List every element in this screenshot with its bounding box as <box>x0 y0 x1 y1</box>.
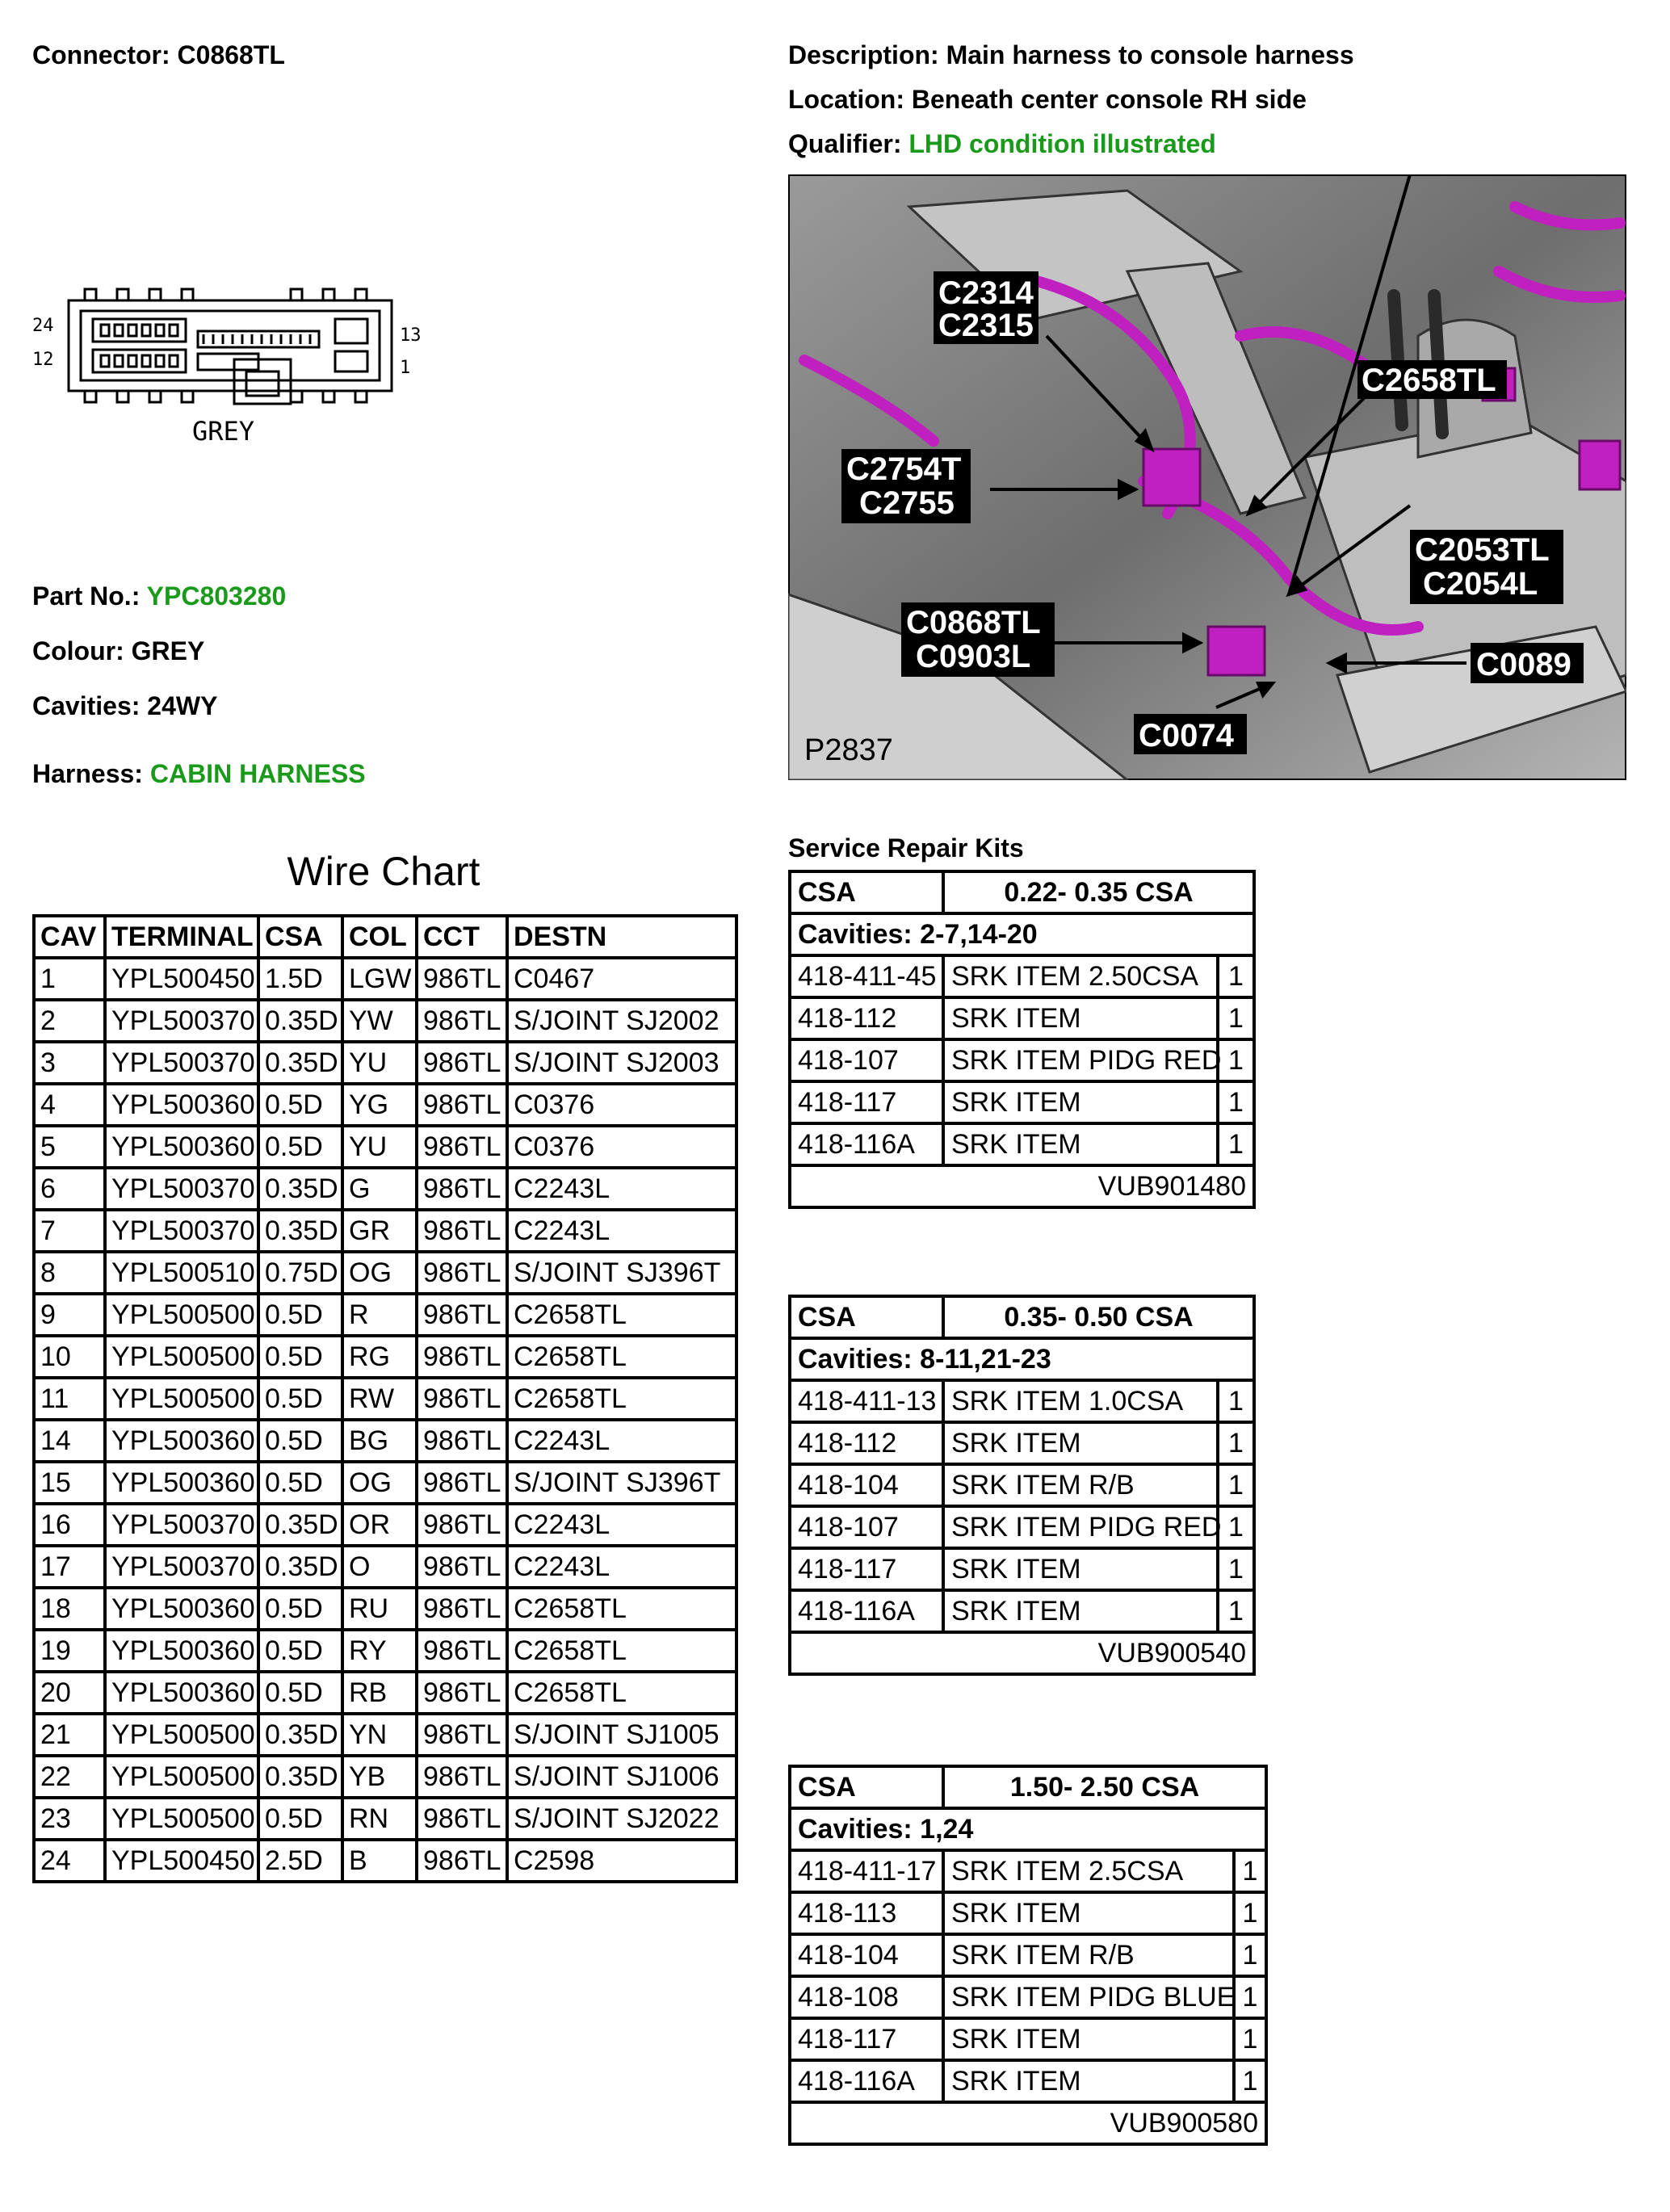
table-row <box>34 1462 736 1504</box>
location-line <box>788 85 1307 115</box>
srk-item-qty: 1 <box>1234 1934 1266 1976</box>
srk-item-row <box>790 1380 1254 1422</box>
cell-destn: C2243L <box>507 1210 736 1252</box>
srk-item-qty: 1 <box>1218 955 1254 997</box>
cell-cct: 986TL <box>417 1294 507 1336</box>
srk-item-qty: 1 <box>1218 1464 1254 1506</box>
srk-item-desc: SRK ITEM 2.5CSA <box>943 1850 1234 1892</box>
cell-cav: 8 <box>34 1252 105 1294</box>
cell-col: YG <box>342 1084 417 1126</box>
cell-terminal: YPL500360 <box>105 1630 258 1672</box>
cell-terminal: YPL500360 <box>105 1462 258 1504</box>
srk-item-qty: 1 <box>1218 1123 1254 1165</box>
cell-terminal: YPL500360 <box>105 1084 258 1126</box>
srk-kit-no: VUB901480 <box>790 1165 1254 1207</box>
cell-cav: 6 <box>34 1168 105 1210</box>
cell-cav: 10 <box>34 1336 105 1378</box>
table-row <box>34 1294 736 1336</box>
cell-col: OG <box>342 1252 417 1294</box>
harness-line <box>32 759 366 789</box>
srk-item-desc: SRK ITEM R/B <box>943 1464 1218 1506</box>
cell-cct: 986TL <box>417 1756 507 1798</box>
srk-part-no: 418-116A <box>790 2060 943 2102</box>
cell-terminal: YPL500500 <box>105 1378 258 1420</box>
srk-part-no: 418-112 <box>790 1422 943 1464</box>
srk-item-qty: 1 <box>1218 1081 1254 1123</box>
cell-terminal: YPL500370 <box>105 1000 258 1042</box>
srk-item-qty: 1 <box>1218 1548 1254 1590</box>
colour-value: GREY <box>131 636 205 665</box>
srk-part-no: 418-117 <box>790 1548 943 1590</box>
srk-title: Service Repair Kits <box>788 833 1024 863</box>
srk-part-no: 418-411-17 <box>790 1850 943 1892</box>
cell-cct: 986TL <box>417 1798 507 1840</box>
table-row <box>34 1588 736 1630</box>
cell-terminal: YPL500360 <box>105 1672 258 1714</box>
wire-chart-title: Wire Chart <box>287 849 480 894</box>
part-no-label: Part No.: <box>32 581 141 611</box>
cell-destn: C2243L <box>507 1420 736 1462</box>
srk-item-row <box>790 2018 1266 2060</box>
srk-part-no: 418-116A <box>790 1590 943 1632</box>
description-label: Description: <box>788 40 939 69</box>
col-header-cct: CCT <box>417 916 507 958</box>
table-row <box>34 1042 736 1084</box>
connector-label: Connector: <box>32 40 170 69</box>
srk-csa-range: 0.22- 0.35 CSA <box>943 871 1254 913</box>
srk-csa-label: CSA <box>790 1766 943 1808</box>
srk-cavities: Cavities: 8-11,21-23 <box>790 1338 1254 1380</box>
srk-item-qty: 1 <box>1234 2018 1266 2060</box>
srk-item-row <box>790 1464 1254 1506</box>
cell-destn: S/JOINT SJ1006 <box>507 1756 736 1798</box>
cell-csa: 0.5D <box>258 1630 342 1672</box>
cell-csa: 0.35D <box>258 1756 342 1798</box>
cell-csa: 0.5D <box>258 1672 342 1714</box>
cell-col: G <box>342 1168 417 1210</box>
srk-item-desc: SRK ITEM <box>943 1081 1218 1123</box>
cell-csa: 0.5D <box>258 1336 342 1378</box>
cell-col: BG <box>342 1420 417 1462</box>
srk-kit-row <box>790 1632 1254 1674</box>
cell-col: YU <box>342 1042 417 1084</box>
srk-item-row <box>790 1422 1254 1464</box>
srk-table-0 <box>788 870 1256 1209</box>
srk-part-no: 418-104 <box>790 1934 943 1976</box>
cell-terminal: YPL500500 <box>105 1798 258 1840</box>
col-header-terminal: TERMINAL <box>105 916 258 958</box>
cell-cct: 986TL <box>417 1168 507 1210</box>
cell-csa: 0.35D <box>258 1000 342 1042</box>
srk-part-no: 418-107 <box>790 1039 943 1081</box>
srk-kit-row <box>790 1165 1254 1207</box>
cell-csa: 2.5D <box>258 1840 342 1882</box>
cell-col: YU <box>342 1126 417 1168</box>
part-no-value: YPC803280 <box>146 581 287 611</box>
cell-destn: C2658TL <box>507 1378 736 1420</box>
cell-csa: 0.75D <box>258 1252 342 1294</box>
cell-destn: C2658TL <box>507 1630 736 1672</box>
description-text: Main harness to console harness <box>946 40 1354 69</box>
srk-part-no: 418-104 <box>790 1464 943 1506</box>
cell-destn: S/JOINT SJ2003 <box>507 1042 736 1084</box>
colour-line <box>32 636 204 666</box>
srk-cavities-row <box>790 913 1254 955</box>
srk-item-row <box>790 1976 1266 2018</box>
srk-part-no: 418-107 <box>790 1506 943 1548</box>
cell-col: RN <box>342 1798 417 1840</box>
cell-cav: 22 <box>34 1756 105 1798</box>
cell-cav: 9 <box>34 1294 105 1336</box>
colour-label: Colour: <box>32 636 124 665</box>
table-row <box>34 1126 736 1168</box>
srk-item-qty: 1 <box>1234 1850 1266 1892</box>
cavities-label: Cavities: <box>32 691 141 720</box>
srk-item-desc: SRK ITEM 1.0CSA <box>943 1380 1218 1422</box>
callout-c2315: C2315 <box>938 308 1034 343</box>
srk-item-desc: SRK ITEM <box>943 997 1218 1039</box>
srk-item-desc: SRK ITEM <box>943 1892 1234 1934</box>
cell-col: O <box>342 1546 417 1588</box>
table-row <box>34 1168 736 1210</box>
cell-cav: 21 <box>34 1714 105 1756</box>
srk-table-1 <box>788 1295 1256 1676</box>
cell-terminal: YPL500510 <box>105 1252 258 1294</box>
callout-c0868tl: C0868TL <box>906 605 1041 640</box>
cell-csa: 0.5D <box>258 1294 342 1336</box>
qualifier-text: LHD condition illustrated <box>908 129 1216 158</box>
srk-item-qty: 1 <box>1218 997 1254 1039</box>
cell-csa: 0.5D <box>258 1126 342 1168</box>
srk-item-row <box>790 1123 1254 1165</box>
cell-cav: 17 <box>34 1546 105 1588</box>
cell-col: YW <box>342 1000 417 1042</box>
cell-cct: 986TL <box>417 1504 507 1546</box>
table-row <box>34 1210 736 1252</box>
cell-csa: 0.5D <box>258 1420 342 1462</box>
srk-header-row <box>790 1766 1266 1808</box>
wire-chart-header-row <box>34 916 736 958</box>
srk-item-row <box>790 955 1254 997</box>
table-row <box>34 1420 736 1462</box>
srk-item-qty: 1 <box>1218 1422 1254 1464</box>
cell-col: RW <box>342 1378 417 1420</box>
cell-cct: 986TL <box>417 1000 507 1042</box>
callout-c2053tl: C2053TL <box>1415 532 1550 568</box>
cell-terminal: YPL500500 <box>105 1294 258 1336</box>
srk-item-desc: SRK ITEM PIDG BLUE <box>943 1976 1234 2018</box>
cell-cav: 7 <box>34 1210 105 1252</box>
srk-item-desc: SRK ITEM <box>943 1422 1218 1464</box>
cell-cct: 986TL <box>417 1378 507 1420</box>
cell-cav: 15 <box>34 1462 105 1504</box>
srk-item-row <box>790 1850 1266 1892</box>
qualifier-line <box>788 129 1216 159</box>
cell-cct: 986TL <box>417 1630 507 1672</box>
srk-item-desc: SRK ITEM PIDG RED <box>943 1039 1218 1081</box>
table-row <box>34 1840 736 1882</box>
srk-cavities: Cavities: 1,24 <box>790 1808 1266 1850</box>
cell-destn: S/JOINT SJ396T <box>507 1462 736 1504</box>
table-row <box>34 1336 736 1378</box>
cell-terminal: YPL500370 <box>105 1546 258 1588</box>
srk-kit-no: VUB900580 <box>790 2102 1266 2144</box>
cell-terminal: YPL500450 <box>105 1840 258 1882</box>
cell-cav: 3 <box>34 1042 105 1084</box>
cell-cav: 23 <box>34 1798 105 1840</box>
srk-item-desc: SRK ITEM <box>943 1548 1218 1590</box>
cell-terminal: YPL500500 <box>105 1336 258 1378</box>
srk-kit-no: VUB900540 <box>790 1632 1254 1674</box>
srk-item-desc: SRK ITEM <box>943 1590 1218 1632</box>
cell-destn: C0376 <box>507 1126 736 1168</box>
pin-label-13: 13 <box>400 325 422 346</box>
cell-destn: C2658TL <box>507 1336 736 1378</box>
cell-cav: 1 <box>34 958 105 1000</box>
cell-cav: 14 <box>34 1420 105 1462</box>
table-row <box>34 1672 736 1714</box>
cell-col: B <box>342 1840 417 1882</box>
cell-csa: 0.35D <box>258 1042 342 1084</box>
cell-csa: 1.5D <box>258 958 342 1000</box>
connector-id: C0868TL <box>177 40 285 69</box>
cell-destn: C0467 <box>507 958 736 1000</box>
qualifier-label: Qualifier: <box>788 129 902 158</box>
cell-cct: 986TL <box>417 1336 507 1378</box>
srk-item-qty: 1 <box>1218 1590 1254 1632</box>
cavities-line <box>32 691 217 721</box>
cell-destn: C2243L <box>507 1546 736 1588</box>
srk-csa-label: CSA <box>790 1296 943 1338</box>
cell-csa: 0.35D <box>258 1168 342 1210</box>
cell-terminal: YPL500360 <box>105 1126 258 1168</box>
srk-part-no: 418-117 <box>790 1081 943 1123</box>
table-row <box>34 1714 736 1756</box>
cell-destn: C2598 <box>507 1840 736 1882</box>
description-line <box>788 40 1354 70</box>
cell-csa: 0.5D <box>258 1798 342 1840</box>
connector-line <box>32 40 285 70</box>
cell-terminal: YPL500370 <box>105 1504 258 1546</box>
table-row <box>34 1252 736 1294</box>
col-header-destn: DESTN <box>507 916 736 958</box>
cell-destn: S/JOINT SJ396T <box>507 1252 736 1294</box>
cell-cav: 11 <box>34 1378 105 1420</box>
wire-chart-table <box>32 914 738 1883</box>
srk-cavities: Cavities: 2-7,14-20 <box>790 913 1254 955</box>
cell-cct: 986TL <box>417 1840 507 1882</box>
callout-c0089: C0089 <box>1476 647 1571 682</box>
cell-cav: 20 <box>34 1672 105 1714</box>
srk-item-desc: SRK ITEM <box>943 2060 1234 2102</box>
cell-csa: 0.35D <box>258 1714 342 1756</box>
cell-terminal: YPL500370 <box>105 1210 258 1252</box>
cell-destn: S/JOINT SJ2002 <box>507 1000 736 1042</box>
cell-terminal: YPL500360 <box>105 1588 258 1630</box>
srk-part-no: 418-112 <box>790 997 943 1039</box>
srk-item-row <box>790 997 1254 1039</box>
srk-item-row <box>790 1934 1266 1976</box>
cell-csa: 0.35D <box>258 1504 342 1546</box>
cell-cct: 986TL <box>417 1210 507 1252</box>
srk-item-qty: 1 <box>1234 1892 1266 1934</box>
srk-item-row <box>790 1590 1254 1632</box>
callout-c2754t: C2754T <box>846 451 962 487</box>
cell-cav: 16 <box>34 1504 105 1546</box>
cell-col: OG <box>342 1462 417 1504</box>
srk-item-qty: 1 <box>1234 2060 1266 2102</box>
cell-destn: C2658TL <box>507 1588 736 1630</box>
cell-destn: C2658TL <box>507 1294 736 1336</box>
cell-col: RY <box>342 1630 417 1672</box>
table-row <box>34 1798 736 1840</box>
location-photo <box>788 174 1626 780</box>
pin-label-24: 24 <box>32 316 54 336</box>
srk-item-qty: 1 <box>1218 1506 1254 1548</box>
callout-c2314: C2314 <box>938 275 1034 311</box>
srk-item-desc: SRK ITEM R/B <box>943 1934 1234 1976</box>
srk-part-no: 418-116A <box>790 1123 943 1165</box>
callout-c2755: C2755 <box>859 485 955 521</box>
cell-col: RU <box>342 1588 417 1630</box>
srk-item-qty: 1 <box>1234 1976 1266 2018</box>
cell-cct: 986TL <box>417 1420 507 1462</box>
harness-value: CABIN HARNESS <box>149 759 366 788</box>
cell-csa: 0.5D <box>258 1462 342 1504</box>
cell-terminal: YPL500500 <box>105 1714 258 1756</box>
srk-item-row <box>790 1081 1254 1123</box>
srk-item-row <box>790 1506 1254 1548</box>
srk-part-no: 418-108 <box>790 1976 943 2018</box>
callout-c2658tl: C2658TL <box>1362 363 1496 398</box>
cell-csa: 0.5D <box>258 1378 342 1420</box>
cell-destn: S/JOINT SJ2022 <box>507 1798 736 1840</box>
srk-item-desc: SRK ITEM 2.50CSA <box>943 955 1218 997</box>
col-header-col: COL <box>342 916 417 958</box>
cell-terminal: YPL500500 <box>105 1756 258 1798</box>
cell-terminal: YPL500360 <box>105 1420 258 1462</box>
srk-part-no: 418-411-13 <box>790 1380 943 1422</box>
photo-ref: P2837 <box>804 733 893 767</box>
pin-label-12: 12 <box>32 350 54 370</box>
table-row <box>34 1546 736 1588</box>
cell-csa: 0.5D <box>258 1084 342 1126</box>
table-row <box>34 1504 736 1546</box>
cell-destn: C2658TL <box>507 1672 736 1714</box>
cell-col: LGW <box>342 958 417 1000</box>
cell-cct: 986TL <box>417 1126 507 1168</box>
cell-csa: 0.35D <box>258 1210 342 1252</box>
cell-col: GR <box>342 1210 417 1252</box>
srk-cavities-row <box>790 1808 1266 1850</box>
callout-c0074: C0074 <box>1139 718 1234 753</box>
srk-kit-row <box>790 2102 1266 2144</box>
connector-colour-label: GREY <box>192 416 255 447</box>
cell-csa: 0.35D <box>258 1546 342 1588</box>
table-row <box>34 958 736 1000</box>
cell-terminal: YPL500370 <box>105 1042 258 1084</box>
harness-label: Harness: <box>32 759 143 788</box>
cell-destn: C2243L <box>507 1504 736 1546</box>
cell-col: R <box>342 1294 417 1336</box>
srk-csa-range: 0.35- 0.50 CSA <box>943 1296 1254 1338</box>
cell-terminal: YPL500450 <box>105 958 258 1000</box>
cell-cav: 5 <box>34 1126 105 1168</box>
cell-col: YB <box>342 1756 417 1798</box>
cell-cav: 24 <box>34 1840 105 1882</box>
cell-col: OR <box>342 1504 417 1546</box>
cell-col: RB <box>342 1672 417 1714</box>
col-header-cav: CAV <box>34 916 105 958</box>
location-text: Beneath center console RH side <box>911 85 1307 114</box>
srk-part-no: 418-113 <box>790 1892 943 1934</box>
srk-item-row <box>790 1039 1254 1081</box>
srk-item-row <box>790 1548 1254 1590</box>
table-row <box>34 1084 736 1126</box>
cell-cct: 986TL <box>417 1252 507 1294</box>
cell-col: RG <box>342 1336 417 1378</box>
srk-cavities-row <box>790 1338 1254 1380</box>
srk-header-row <box>790 871 1254 913</box>
part-no-line <box>32 581 286 611</box>
cell-cct: 986TL <box>417 958 507 1000</box>
callout-c2054l: C2054L <box>1423 566 1538 602</box>
cell-cct: 986TL <box>417 1672 507 1714</box>
cell-cct: 986TL <box>417 1084 507 1126</box>
col-header-csa: CSA <box>258 916 342 958</box>
srk-table-2 <box>788 1765 1268 2146</box>
table-row <box>34 1000 736 1042</box>
cell-cav: 2 <box>34 1000 105 1042</box>
srk-item-desc: SRK ITEM <box>943 1123 1218 1165</box>
cell-terminal: YPL500370 <box>105 1168 258 1210</box>
cell-cct: 986TL <box>417 1042 507 1084</box>
cell-cct: 986TL <box>417 1546 507 1588</box>
srk-part-no: 418-117 <box>790 2018 943 2060</box>
cell-destn: S/JOINT SJ1005 <box>507 1714 736 1756</box>
pin-label-1: 1 <box>400 358 411 378</box>
srk-item-row <box>790 1892 1266 1934</box>
srk-item-qty: 1 <box>1218 1039 1254 1081</box>
cell-cct: 986TL <box>417 1714 507 1756</box>
cell-cav: 4 <box>34 1084 105 1126</box>
cell-cav: 19 <box>34 1630 105 1672</box>
cell-destn: C0376 <box>507 1084 736 1126</box>
cell-col: YN <box>342 1714 417 1756</box>
cell-cav: 18 <box>34 1588 105 1630</box>
srk-csa-label: CSA <box>790 871 943 913</box>
cavities-value: 24WY <box>147 691 218 720</box>
cell-csa: 0.5D <box>258 1588 342 1630</box>
srk-csa-range: 1.50- 2.50 CSA <box>943 1766 1266 1808</box>
srk-part-no: 418-411-45 <box>790 955 943 997</box>
srk-item-qty: 1 <box>1218 1380 1254 1422</box>
srk-header-row <box>790 1296 1254 1338</box>
table-row <box>34 1378 736 1420</box>
srk-item-row <box>790 2060 1266 2102</box>
srk-item-desc: SRK ITEM PIDG RED <box>943 1506 1218 1548</box>
cell-destn: C2243L <box>507 1168 736 1210</box>
table-row <box>34 1630 736 1672</box>
callout-c0903l: C0903L <box>916 639 1031 674</box>
table-row <box>34 1756 736 1798</box>
location-label: Location: <box>788 85 904 114</box>
cell-cct: 986TL <box>417 1588 507 1630</box>
connector-face-diagram <box>32 283 436 452</box>
srk-item-desc: SRK ITEM <box>943 2018 1234 2060</box>
cell-cct: 986TL <box>417 1462 507 1504</box>
